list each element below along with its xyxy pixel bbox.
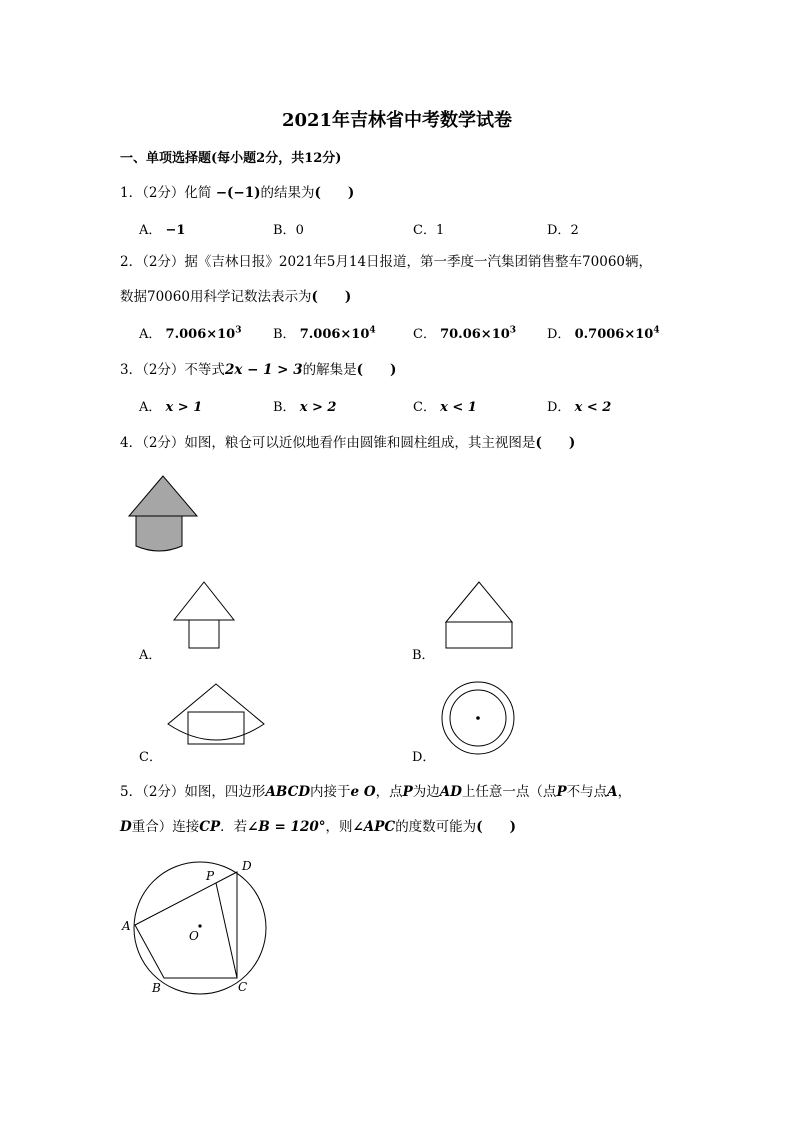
q4-option-a[interactable]: A． bbox=[139, 648, 162, 663]
q1-suffix: 的结果为 bbox=[260, 185, 315, 201]
q4-figure-b bbox=[446, 582, 536, 652]
option-text: x > 2 bbox=[299, 400, 337, 415]
option-exponent: 4 bbox=[653, 325, 660, 336]
q2-option-b[interactable] bbox=[273, 323, 376, 342]
q3-option-c[interactable] bbox=[413, 396, 477, 415]
q5-text: 5．（2分）如图，四边形 bbox=[120, 784, 266, 800]
option-base: 7.006×10 bbox=[299, 327, 370, 342]
question-4 bbox=[120, 431, 575, 451]
q4-option-b[interactable]: B． bbox=[412, 648, 435, 663]
label-d: D bbox=[242, 859, 252, 873]
q3-option-a[interactable] bbox=[139, 396, 202, 415]
q3-option-d[interactable] bbox=[547, 396, 611, 415]
option-letter: D． bbox=[547, 327, 571, 342]
q5-paren: ( ) bbox=[476, 819, 516, 835]
q2-option-d[interactable] bbox=[547, 323, 660, 342]
q1-prefix: 1．（2分）化简 bbox=[120, 185, 212, 201]
option-letter: C． bbox=[413, 400, 436, 415]
question-2-line-1: 2．（2分）据《吉林日报》2021年5月14日报道，第一季度一汽集团销售整车70060辆， bbox=[120, 254, 652, 270]
q5-math: A bbox=[607, 784, 618, 800]
option-letter: A． bbox=[139, 223, 162, 238]
option-letter: D． bbox=[547, 223, 571, 238]
q3-suffix: 的解集是 bbox=[302, 362, 357, 378]
q5-text: 内接于 bbox=[310, 784, 351, 800]
q1-option-c[interactable] bbox=[413, 219, 444, 238]
option-exponent: 3 bbox=[235, 325, 242, 336]
q1-option-d[interactable] bbox=[547, 219, 579, 238]
q5-math: ABCD bbox=[265, 784, 311, 800]
option-base: 7.006×10 bbox=[165, 327, 236, 342]
q1-paren: ( ) bbox=[314, 185, 355, 201]
q1-option-a[interactable] bbox=[139, 219, 185, 238]
q4-option-c[interactable]: C． bbox=[139, 750, 162, 765]
q2-option-c[interactable] bbox=[413, 323, 516, 342]
q5-text: 上任意一点（点 bbox=[461, 784, 557, 800]
q3-paren: ( ) bbox=[356, 362, 397, 378]
q5-text: ，点 bbox=[375, 784, 403, 800]
q3-math: 2x − 1 > 3 bbox=[224, 362, 303, 378]
option-text: 0 bbox=[295, 223, 304, 238]
option-text: x < 2 bbox=[574, 400, 612, 415]
q4-paren: ( ) bbox=[535, 435, 576, 451]
question-3 bbox=[120, 358, 396, 378]
option-letter: B． bbox=[273, 400, 296, 415]
label-p: P bbox=[206, 869, 215, 883]
option-letter: B． bbox=[273, 223, 296, 238]
question-2-line-2 bbox=[120, 285, 351, 305]
option-letter: B． bbox=[273, 327, 296, 342]
page-title: 2021年吉林省中考数学试卷 bbox=[281, 110, 513, 131]
q5-text: ， bbox=[617, 784, 632, 800]
q5-math: AD bbox=[439, 784, 462, 800]
option-exponent: 4 bbox=[369, 325, 376, 336]
granary-cone bbox=[129, 476, 197, 516]
option-text: 2 bbox=[570, 223, 579, 238]
option-letter: D． bbox=[547, 400, 571, 415]
q3-option-b[interactable] bbox=[273, 396, 336, 415]
q5-math: e O bbox=[350, 784, 376, 800]
q5-text: 重合）连接 bbox=[131, 819, 200, 835]
q2-option-a[interactable] bbox=[139, 323, 242, 342]
q5-math: D bbox=[120, 819, 132, 835]
q5-text: ，则 bbox=[325, 819, 353, 835]
segment-cp bbox=[216, 883, 237, 978]
q4-option-d[interactable]: D． bbox=[412, 750, 436, 765]
question-5-line-2 bbox=[120, 815, 516, 835]
q5-text: 为边 bbox=[412, 784, 440, 800]
q1-option-b[interactable] bbox=[273, 219, 304, 238]
q5-math: P bbox=[402, 784, 413, 800]
option-text: x > 1 bbox=[165, 400, 203, 415]
q4-figure-a bbox=[174, 582, 264, 652]
option-text: x < 1 bbox=[440, 400, 477, 415]
q5-math: P bbox=[556, 784, 567, 800]
option-letter: A． bbox=[139, 400, 162, 415]
q4-text: 4．（2分）如图，粮仓可以近似地看作由圆锥和圆柱组成，其主视图是 bbox=[120, 435, 536, 451]
option-letter: C． bbox=[413, 327, 436, 342]
question-5-line-1 bbox=[120, 780, 631, 800]
option-letter: A． bbox=[139, 327, 162, 342]
label-b: B bbox=[152, 981, 161, 995]
label-c: C bbox=[238, 980, 248, 994]
q5-math: ∠APC bbox=[352, 819, 396, 835]
q2-paren: ( ) bbox=[311, 289, 352, 305]
q2-line2-text: 数据70060用科学记数法表示为 bbox=[120, 289, 312, 305]
option-exponent: 3 bbox=[509, 325, 517, 336]
option-text: −1 bbox=[165, 223, 186, 238]
q4-figure-c bbox=[166, 684, 266, 754]
section-heading: 一、单项选择题(每小题2分，共12分) bbox=[120, 151, 342, 166]
option-base: 70.06×10 bbox=[440, 327, 510, 342]
q1-math: −(−1) bbox=[215, 185, 261, 201]
label-o: O bbox=[189, 929, 199, 943]
q3-prefix: 3．（2分）不等式 bbox=[120, 362, 225, 378]
q5-math: ∠B = 120° bbox=[247, 819, 326, 835]
granary-figure bbox=[128, 474, 208, 559]
quadrilateral-abcd bbox=[135, 872, 237, 978]
q4-figure-d bbox=[441, 681, 521, 761]
option-letter: C． bbox=[413, 223, 436, 238]
label-a: A bbox=[122, 919, 131, 933]
q5-math: CP bbox=[199, 819, 221, 835]
q5-text: 不与点 bbox=[566, 784, 608, 800]
granary-cylinder bbox=[136, 514, 182, 551]
option-base: 0.7006×10 bbox=[574, 327, 654, 342]
q5-text: 的度数可能为 bbox=[395, 819, 477, 835]
q5-circle-figure bbox=[118, 858, 278, 1008]
q5-text: ．若 bbox=[220, 819, 248, 835]
option-text: 1 bbox=[435, 223, 445, 238]
question-1 bbox=[120, 181, 354, 201]
